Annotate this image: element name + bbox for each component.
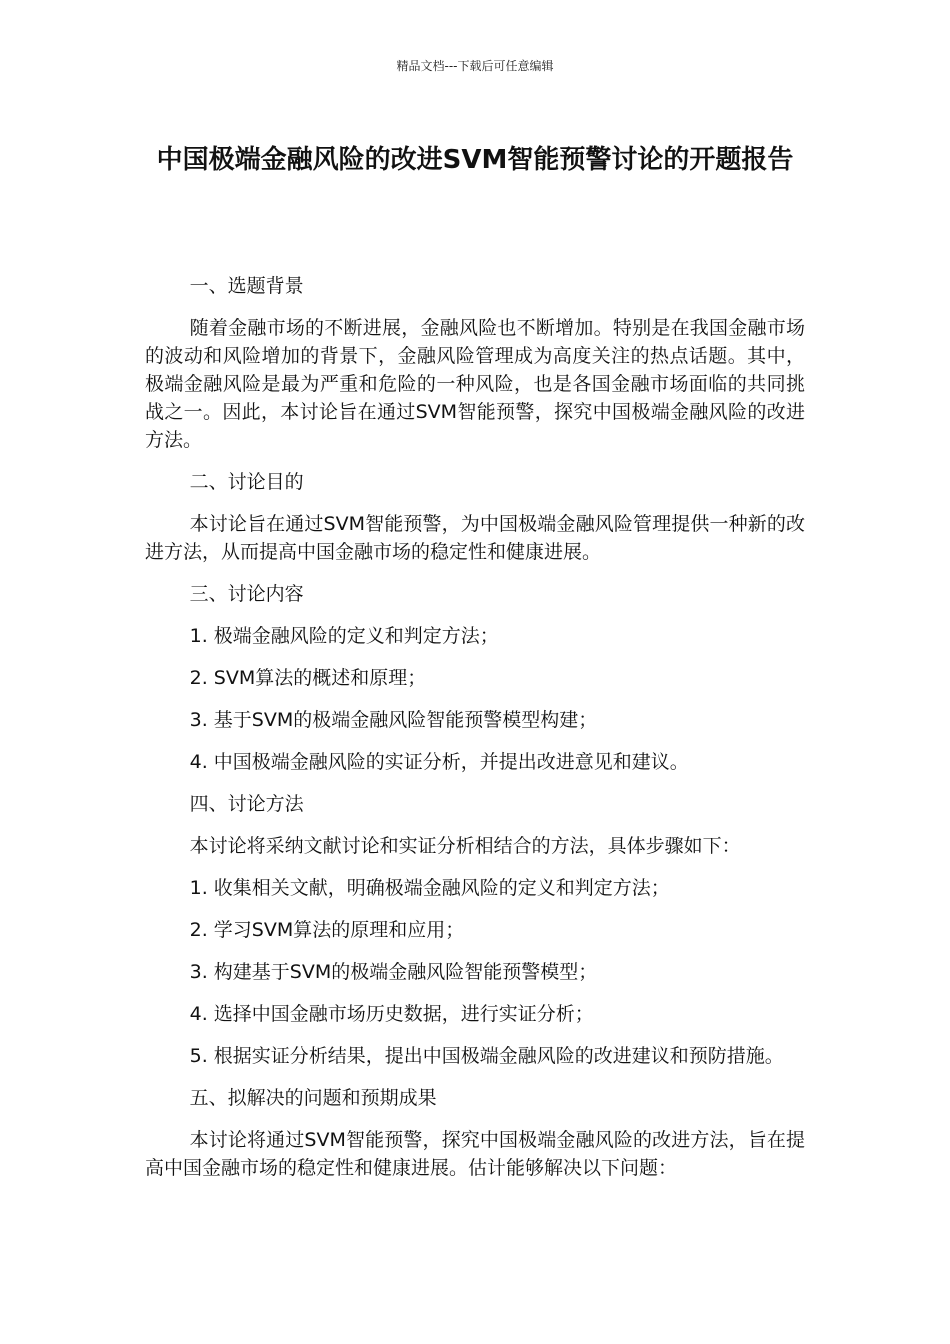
section-heading-purpose: 二、讨论目的 <box>189 471 304 493</box>
section-heading-expected-results: 五、拟解决的问题和预期成果 <box>189 1087 437 1109</box>
paragraph-purpose: 本讨论旨在通过SVM智能预警，为中国极端金融风险管理提供一种新的改进方法，从而提高中国金融市场的稳定性和健康进展。 <box>145 513 805 563</box>
document-title: 中国极端金融风险的改进SVM智能预警讨论的开题报告 <box>156 145 794 175</box>
section-heading-method: 四、讨论方法 <box>189 793 304 815</box>
list-item-method-4: 4. 选择中国金融市场历史数据，进行实证分析； <box>189 1003 594 1025</box>
list-item-method-5: 5. 根据实证分析结果，提出中国极端金融风险的改进建议和预防措施。 <box>189 1045 784 1067</box>
list-item-content-1: 1. 极端金融风险的定义和判定方法； <box>189 625 499 647</box>
section-heading-background: 一、选题背景 <box>189 275 304 297</box>
list-item-method-3: 3. 构建基于SVM的极端金融风险智能预警模型； <box>189 961 598 983</box>
list-item-method-1: 1. 收集相关文献，明确极端金融风险的定义和判定方法； <box>189 877 670 899</box>
header-note: 精品文档---下载后可任意编辑 <box>396 59 554 73</box>
paragraph-background: 随着金融市场的不断进展，金融风险也不断增加。特别是在我国金融市场的波动和风险增加的背景下，金融风险管理成为高度关注的热点话题。其中，极端金融风险是最为严重和危险的一种风险，也是各国金融市场面临的共同挑战之一。因此，本讨论旨在通过SVM智能预警，探究中国极端金融风险的改进方法。 <box>145 317 805 451</box>
list-item-content-3: 3. 基于SVM的极端金融风险智能预警模型构建； <box>189 709 598 731</box>
list-item-content-2: 2. SVM算法的概述和原理； <box>189 667 427 689</box>
paragraph-expected-results: 本讨论将通过SVM智能预警，探究中国极端金融风险的改进方法，旨在提高中国金融市场的稳定性和健康进展。估计能够解决以下问题： <box>145 1129 805 1179</box>
section-heading-content: 三、讨论内容 <box>189 583 304 605</box>
paragraph-method-intro: 本讨论将采纳文献讨论和实证分析相结合的方法，具体步骤如下： <box>189 835 741 857</box>
document-body <box>145 272 805 1196</box>
list-item-method-2: 2. 学习SVM算法的原理和应用； <box>189 919 465 941</box>
list-item-content-4: 4. 中国极端金融风险的实证分析，并提出改进意见和建议。 <box>189 751 689 773</box>
